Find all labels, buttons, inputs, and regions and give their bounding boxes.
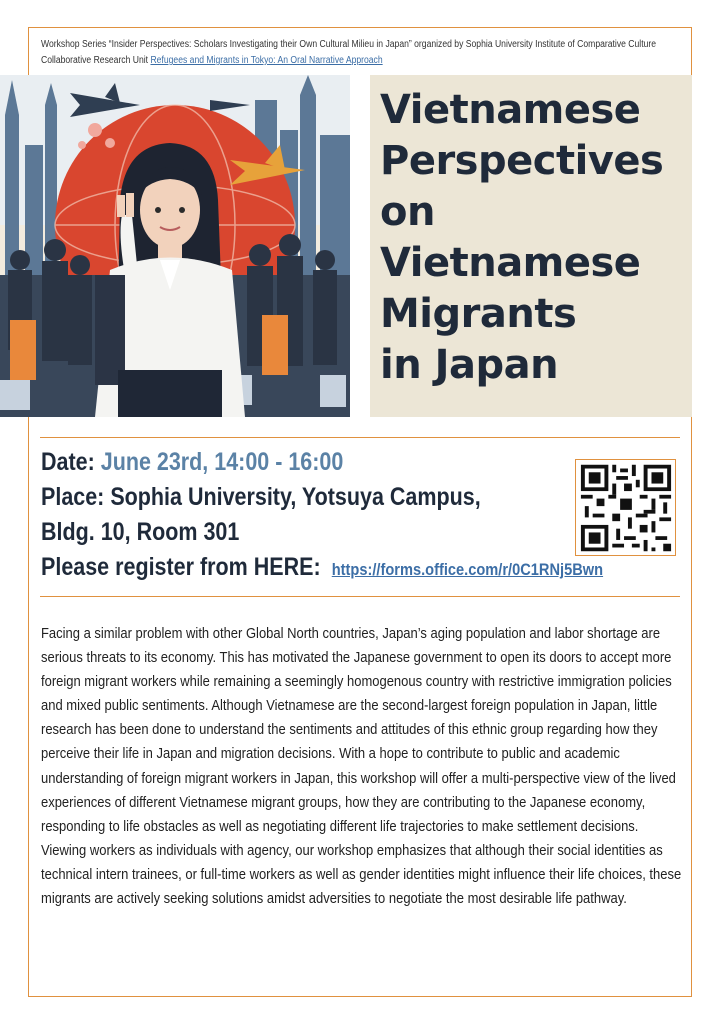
title-line: Perspectives (380, 138, 664, 184)
title-line: Vietnamese (380, 87, 641, 133)
title-line: Vietnamese (380, 240, 641, 286)
divider-top (40, 437, 680, 438)
series-description: Workshop Series “Insider Perspectives: Scholars Investigating their Own Cultural Milieu in Japan” organized by Sophia University Institute of Comparative Culture Collaborative Research Unit (41, 39, 657, 66)
date-label: Date: (41, 448, 95, 476)
date-row (41, 445, 523, 480)
title-line: in Japan (380, 342, 559, 388)
title-line: Migrants (380, 291, 577, 337)
event-details (41, 445, 604, 587)
workshop-abstract: Facing a similar problem with other Global North countries, Japan’s aging population and labor shortage are serious threats to its economy. This has motivated the Japanese government to open its doors to accept more foreign migrant workers while remaining a seemingly homogenous country with restrictive immigration policies and mixed public sentiments. Although Vietnamese are the second-largest foreign population in Japan, little research has been done to understand the sentiments and attitudes of this ethnic group regarding how they perceive their life in Japan and migration decisions. With a hope to contribute to public and academic understanding of foreign migrant workers in Japan, this workshop will offer a multi-perspective view of the lived experiences of different Vietnamese migrant groups, how they are contributing to the Japanese economy, responding to life obstacles as well as negotiating different life trajectories to make settlement decisions. Viewing workers as individuals with agency, our workshop emphasizes that although their social identities as technical intern trainees, or full-time workers as well as gender identities might influence their life choices, these migrants are actively seeking solutions amidst adversities to negotiate the most desirable life pathway. (41, 625, 682, 908)
register-label: Please register from HERE: (41, 553, 321, 581)
hero-illustration (0, 75, 350, 417)
divider-bottom (40, 596, 680, 597)
register-row (41, 550, 604, 587)
workshop-series-text (41, 37, 681, 69)
place-line-1: Place: Sophia University, Yotsuya Campus, (41, 483, 481, 511)
date-value: June 23rd, 14:00 - 16:00 (100, 448, 344, 476)
series-link[interactable]: Refugees and Migrants in Tokyo: An Oral Narrative Approach (150, 55, 383, 66)
registration-qr-code[interactable] (575, 459, 676, 556)
poster-title (380, 85, 700, 391)
title-line: on (380, 189, 435, 235)
register-link[interactable]: https://forms.office.com/r/0C1RNj5Bwn (331, 560, 604, 579)
place-line-2: Bldg. 10, Room 301 (41, 518, 240, 546)
